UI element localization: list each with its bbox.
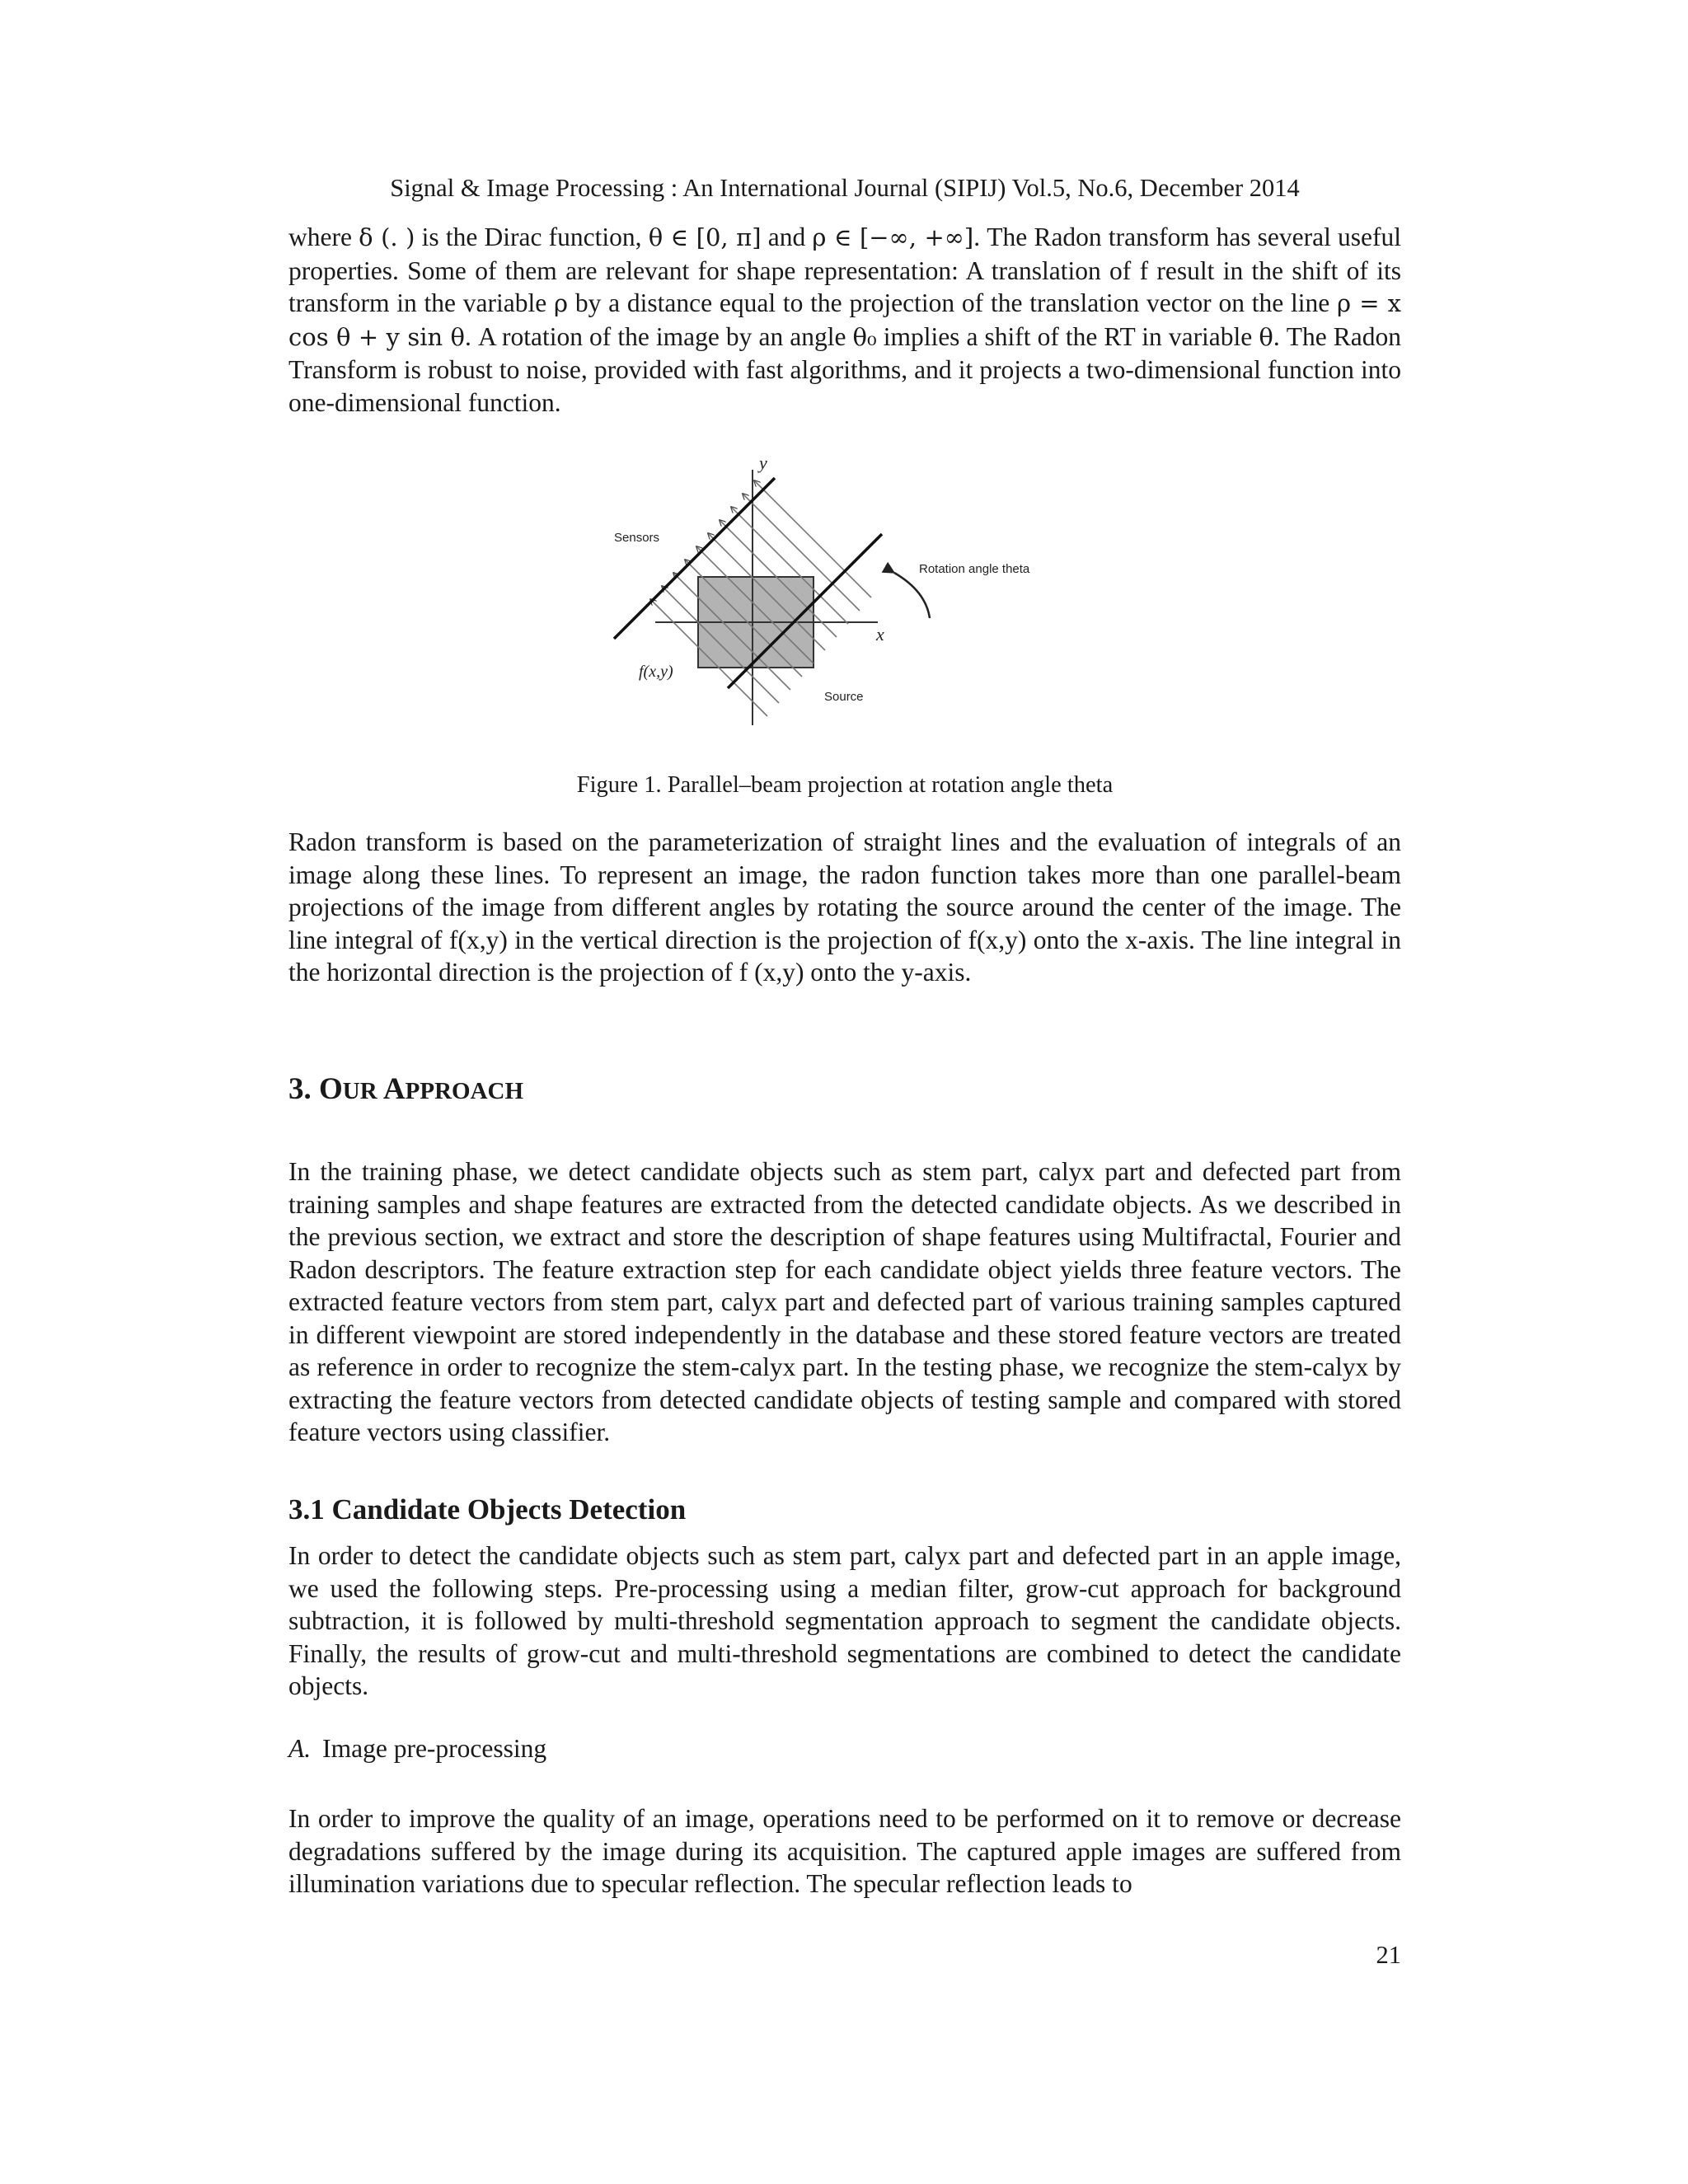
heading-letter: O <box>319 1072 343 1106</box>
heading-letter: A <box>382 1072 406 1106</box>
text-run: where <box>288 223 359 251</box>
text-run: by a distance equal to the projection of the translation vector on the line <box>568 288 1338 317</box>
text-run: . The Radon transform has several useful properties. Some of them are relevant for shape representation: A translation of f result in the shift of its transform in the variable <box>288 223 1402 317</box>
text-run: and <box>761 223 813 251</box>
paragraph-radon-properties <box>288 221 1401 419</box>
paragraph-text: In order to improve the quality of an image, operations need to be performed on it to remove or decrease degradations suffered by the image during its acquisition. The captured apple images are suffered from illumination variations due to specular reflection. The specular reflection leads to <box>288 1804 1401 1898</box>
rotation-angle-label: Rotation angle theta <box>919 562 1030 576</box>
math-dirac: δ (. ) <box>359 223 415 251</box>
paragraph-preprocessing <box>288 1802 1401 1900</box>
item-title: Image pre-processing <box>322 1734 547 1763</box>
rotation-arc <box>894 573 930 618</box>
text-run: . A rotation of the image by an angle <box>465 321 853 351</box>
math-rho-range: ρ ∈ [−∞, +∞] <box>812 223 974 251</box>
paragraph-candidate-detection <box>288 1540 1401 1703</box>
fxy-label: f(x,y) <box>639 663 673 681</box>
source-label: Source <box>824 690 864 704</box>
section-number: 3. <box>288 1072 319 1106</box>
text-run: implies a shift of the RT in variable <box>876 321 1259 351</box>
section-heading-our-approach <box>288 1071 523 1109</box>
x-axis-label: x <box>876 624 884 644</box>
math-rho: ρ <box>554 289 569 317</box>
paragraph-text <box>288 221 1401 419</box>
figure-caption: Figure 1. Parallel–beam projection at rotation angle theta <box>576 772 1114 798</box>
math-theta-range: θ ∈ [0, π] <box>648 223 762 251</box>
paragraph-our-approach <box>288 1155 1401 1449</box>
heading-smallcaps: UR <box>342 1078 383 1104</box>
page-number: 21 <box>1376 1941 1401 1969</box>
figure-diagram <box>598 449 1043 746</box>
math-theta-zero: θ₀ <box>852 322 877 351</box>
subsection-heading-candidate-detection: 3.1 Candidate Objects Detection <box>288 1493 687 1526</box>
paragraph-text: In the training phase, we detect candidate objects such as stem part, calyx part and defected part from training samples and shape features are extracted from the detected candidate objects. As we described in the previous section, we extract and store the description of shape features using Multifractal, Fourier and Radon descriptors. The feature extraction step for each candidate object yields three feature vectors. The extracted feature vectors from stem part, calyx part and defected part of various training samples captured in different viewpoint are stored independently in the database and these stored feature vectors are treated as reference in order to recognize the stem-calyx part. In the testing phase, we recognize the stem-calyx by extracting the feature vectors from detected candidate objects of testing sample and compared with stored feature vectors using classifier. <box>288 1157 1401 1446</box>
paragraph-text: In order to detect the candidate objects such as stem part, calyx part and defected part in an apple image, we used the following steps. Pre-processing using a median filter, grow-cut approach for background subtraction, it is followed by multi-threshold segmentation approach to segment the candidate objects. Finally, the results of grow-cut and multi-threshold segmentations are combined to detect the candidate objects. <box>288 1541 1401 1700</box>
text-run: is the Dirac function, <box>415 223 649 251</box>
y-axis-label: y <box>759 452 767 473</box>
math-line-equation: ρ = x cos θ + y sin θ <box>288 289 1401 351</box>
item-label: A. <box>288 1734 312 1763</box>
paragraph-radon-parameterization <box>288 826 1401 989</box>
item-heading-preprocessing <box>288 1732 546 1765</box>
running-head: Signal & Image Processing : An International Journal (SIPIJ) Vol.5, No.6, December 2014 <box>390 174 1300 202</box>
heading-smallcaps: PPROACH <box>405 1078 524 1104</box>
figure-parallel-beam <box>598 449 1043 746</box>
text-run: . The Radon Transform is robust to noise, provided with fast algorithms, and it projects a two-dimensional function into one-dimensional function. <box>288 321 1402 417</box>
math-theta: θ <box>1259 322 1273 351</box>
sensors-label: Sensors <box>614 531 660 545</box>
paragraph-text: Radon transform is based on the parameterization of straight lines and the evaluation of integrals of an image along these lines. To represent an image, the radon function takes more than one parallel-beam projections of the image from different angles by rotating the source around the center of the image. The line integral of f(x,y) in the vertical direction is the projection of f(x,y) onto the x-axis. The line integral in the horizontal direction is the projection of f (x,y) onto the y-axis. <box>288 827 1401 987</box>
